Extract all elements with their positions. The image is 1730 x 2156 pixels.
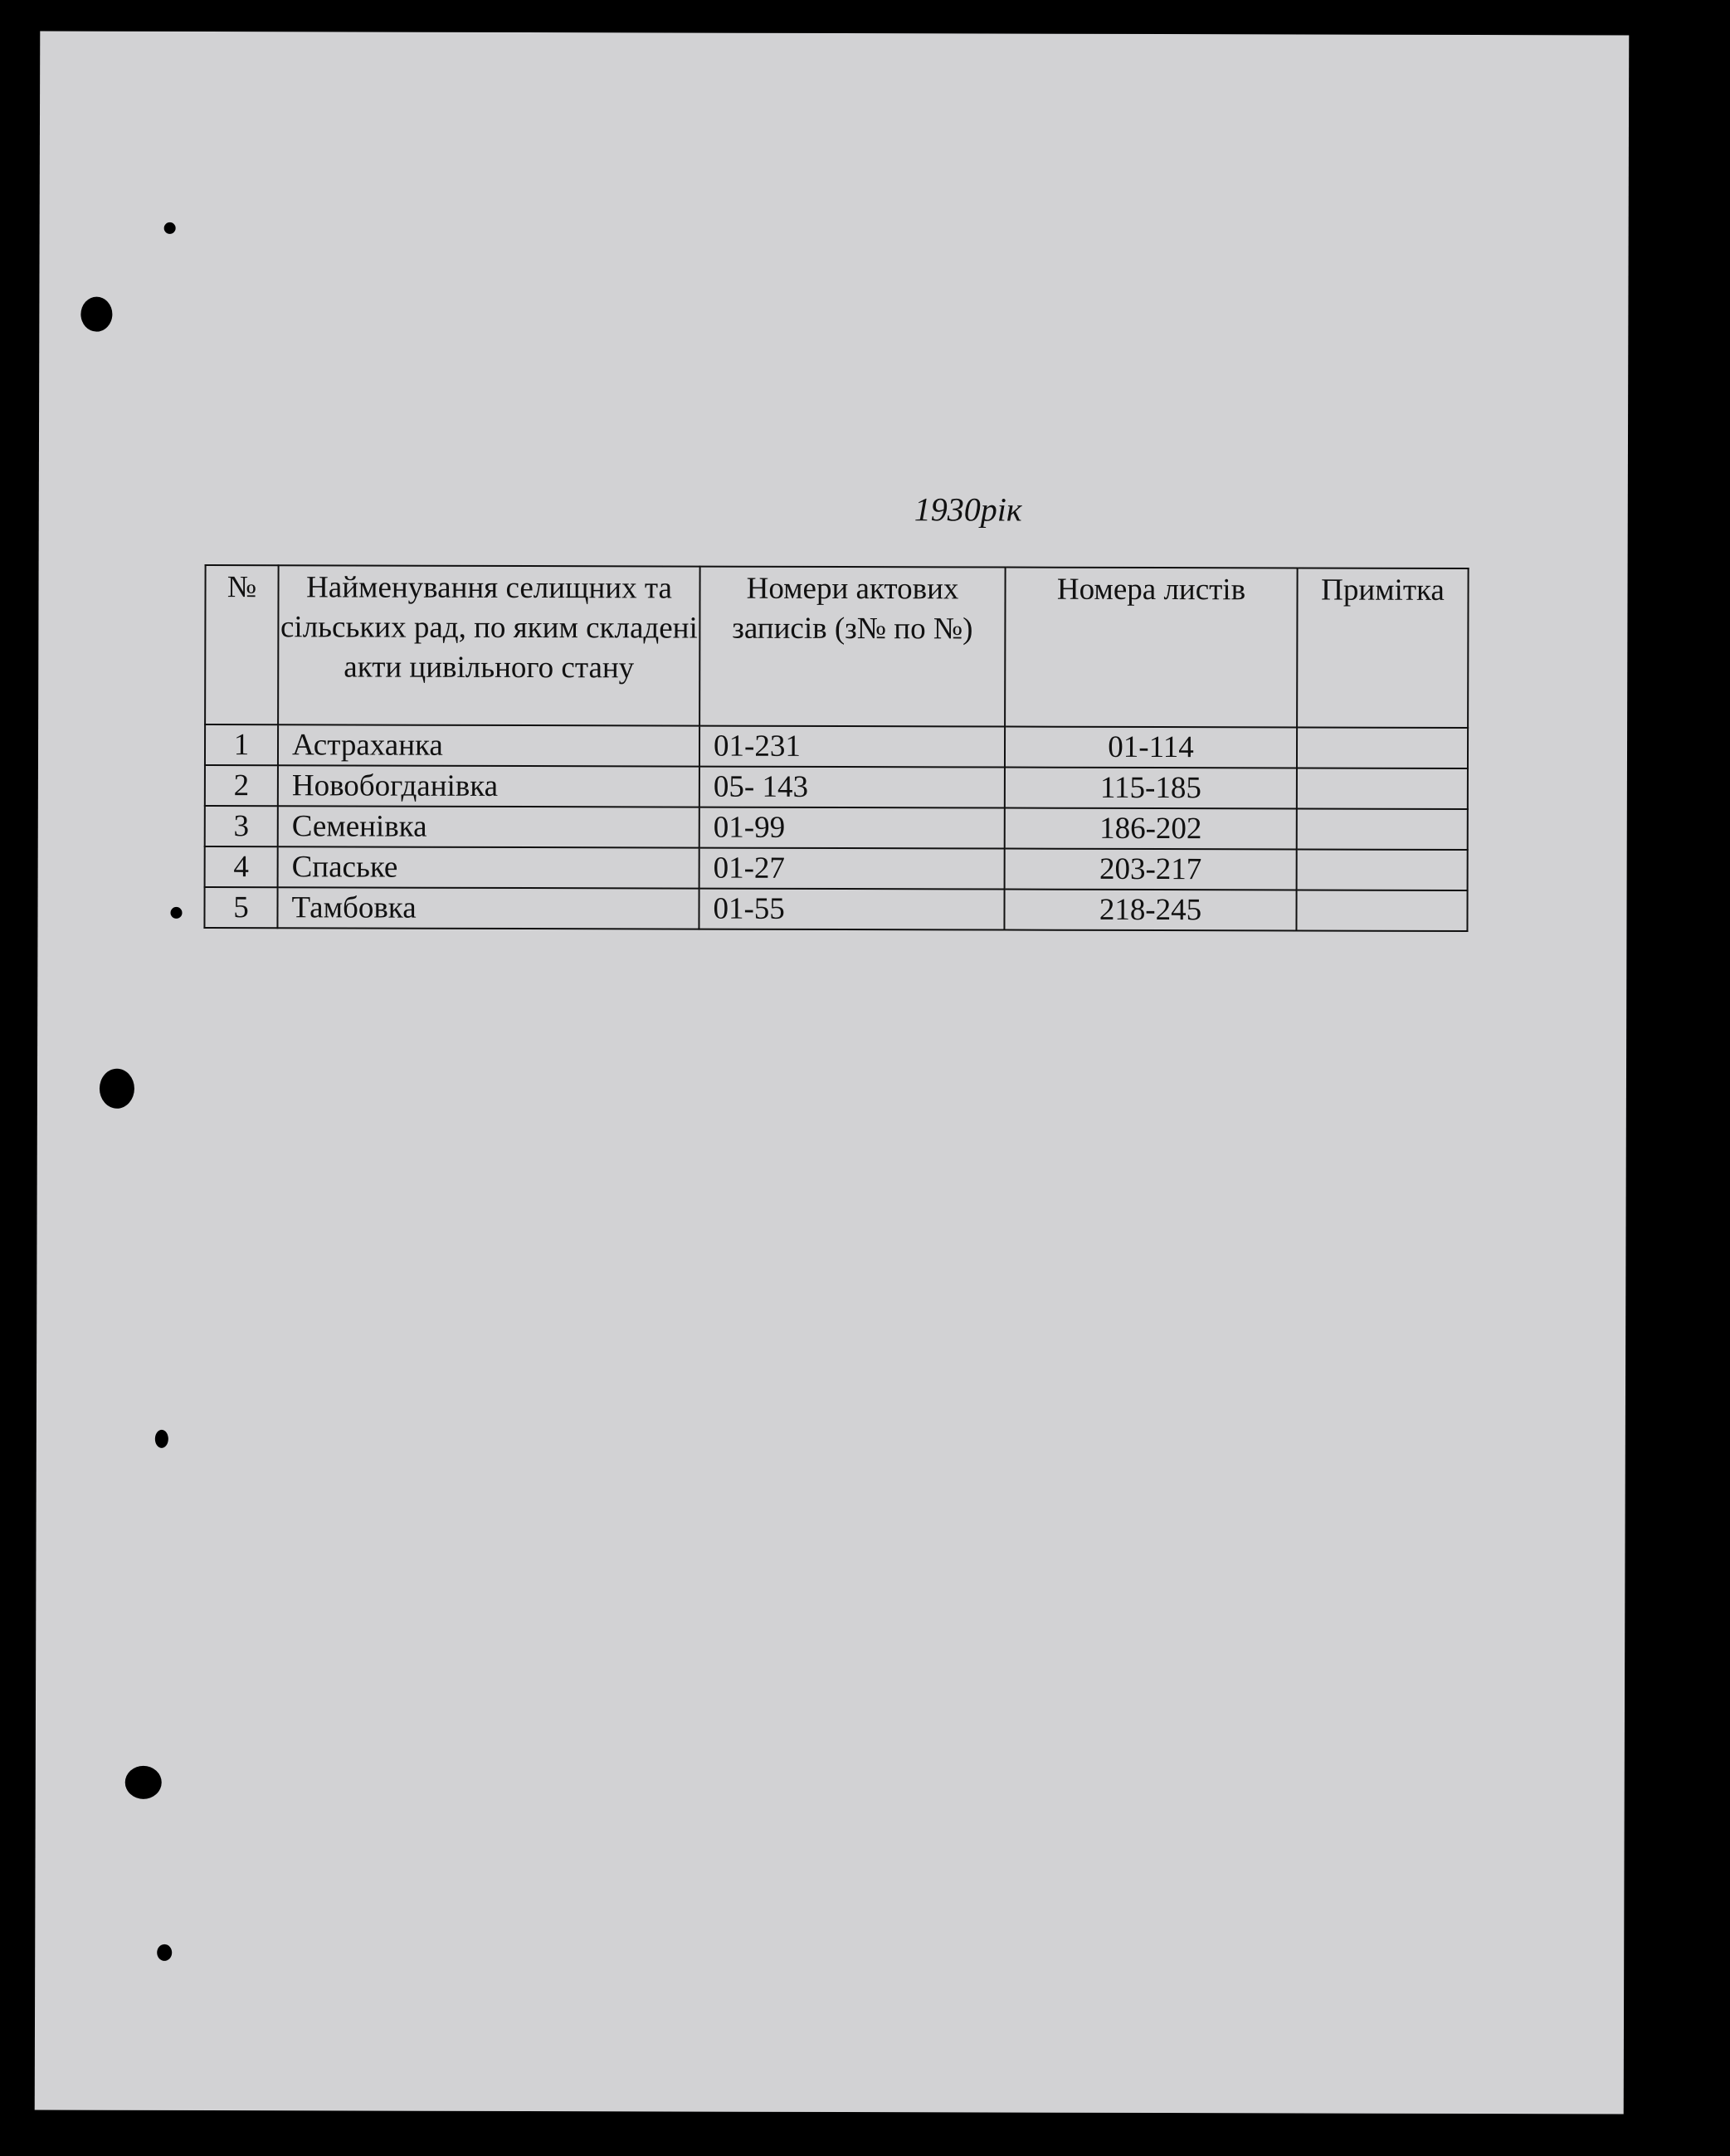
header-sheet-numbers: Номера листів: [1005, 568, 1298, 728]
row-act-records: 01-27: [699, 848, 1005, 890]
row-sheets: 01-114: [1005, 727, 1297, 768]
row-note: [1297, 808, 1468, 850]
row-sheets: 203-217: [1005, 849, 1297, 890]
table-row: [205, 846, 1468, 890]
row-number: 3: [205, 806, 278, 846]
table-row: [205, 765, 1468, 809]
row-act-records: 01-99: [699, 807, 1005, 849]
binder-hole: [170, 907, 182, 919]
binder-hole: [100, 1069, 134, 1109]
table-row: [205, 724, 1468, 768]
row-council-name: Астраханка: [278, 724, 699, 766]
row-council-name: Новобогданівка: [278, 765, 699, 807]
binder-hole: [157, 1944, 172, 1961]
header-council-name: Найменування селищних та сільських рад, по яким складені акти цивільного стану: [278, 565, 700, 725]
year-heading: 1930рік: [914, 490, 1022, 529]
row-act-records: 01-231: [699, 726, 1005, 768]
row-note: [1296, 890, 1467, 931]
row-council-name: Спаське: [278, 846, 699, 888]
row-sheets: 186-202: [1005, 808, 1297, 850]
binder-hole: [125, 1766, 162, 1799]
table-row: [205, 806, 1468, 850]
header-number: №: [205, 565, 279, 724]
row-number: 1: [205, 724, 278, 765]
header-note: Примітка: [1297, 568, 1469, 728]
row-sheets: 115-185: [1005, 768, 1297, 809]
row-act-records: 05- 143: [699, 767, 1005, 808]
table-header-row: [205, 565, 1468, 728]
header-act-record-numbers: Номери актових записів (з№ по №): [699, 567, 1006, 727]
binder-hole: [80, 297, 112, 332]
binder-hole: [164, 222, 176, 234]
row-number: 2: [205, 765, 278, 806]
row-number: 5: [204, 887, 277, 928]
register-table: [203, 564, 1469, 932]
row-note: [1297, 849, 1468, 890]
row-note: [1297, 768, 1468, 809]
row-number: 4: [205, 846, 278, 887]
row-council-name: Тамбовка: [277, 887, 699, 929]
binder-hole: [155, 1430, 168, 1448]
table-row: [204, 887, 1467, 931]
row-council-name: Семенівка: [278, 806, 699, 847]
row-sheets: 218-245: [1004, 890, 1296, 931]
row-note: [1297, 727, 1468, 768]
row-act-records: 01-55: [699, 889, 1004, 930]
document-page: [35, 31, 1630, 2114]
